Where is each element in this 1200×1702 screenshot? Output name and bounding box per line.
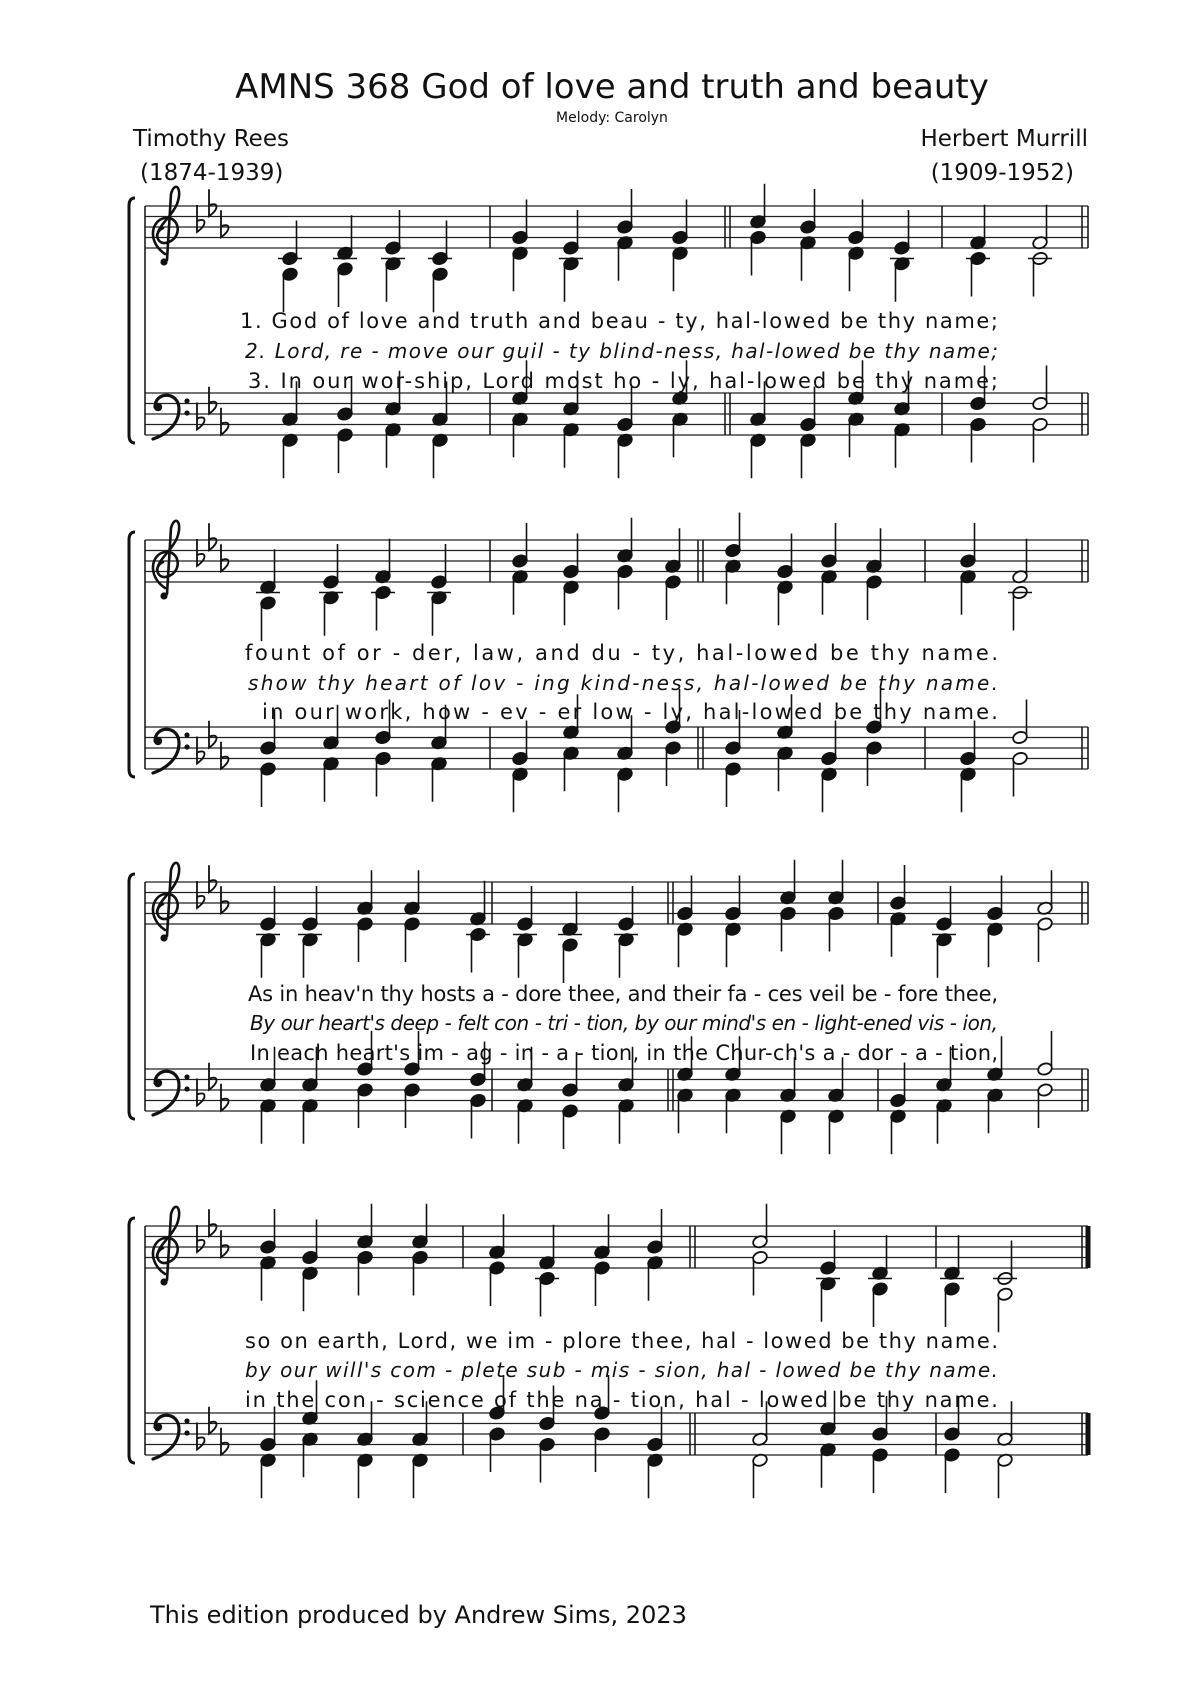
lyric-line-verse-1: As in heav'n thy hosts a - dore thee, and their fa - ces veil be - fore thee, — [248, 982, 998, 1006]
treble-clef-dot-icon — [160, 934, 167, 941]
lyrics-block — [240, 309, 998, 393]
flat-icon — [197, 1423, 205, 1450]
treble-clef-icon — [153, 521, 179, 594]
bass-staff — [145, 393, 1088, 435]
bass-clef-head-icon — [154, 1423, 162, 1431]
treble-clef-icon — [153, 187, 179, 260]
treble-clef-icon — [153, 1207, 179, 1280]
lyric-line-verse-3: In each heart's im - ag - in - a - tion, in the Chur-ch's a - dor - a - tion, — [250, 1041, 998, 1065]
flat-icon — [197, 881, 205, 908]
bass-clef-head-icon — [154, 1079, 162, 1087]
flat-icon — [197, 737, 205, 764]
system-bracket — [129, 874, 135, 1119]
system-2 — [129, 513, 1088, 813]
lyric-line-verse-1: 1. God of love and truth and beau - ty, hal-lowed be thy name; — [240, 309, 998, 333]
lyric-line-verse-2: 2. Lord, re - move our guil - ty blind-ness, hal-lowed be thy name; — [245, 339, 998, 363]
bass-clef-icon — [153, 1415, 179, 1459]
lyric-line-verse-1: so on earth, Lord, we im - plore thee, hal - lowed be thy name. — [245, 1329, 999, 1353]
lyrics-block — [245, 1329, 998, 1412]
music-systems — [129, 184, 1088, 1499]
flat-icon — [209, 189, 217, 216]
flat-icon — [221, 1428, 229, 1455]
flat-icon — [197, 1225, 205, 1252]
author-name: Timothy Rees — [133, 126, 289, 152]
flat-icon — [197, 1079, 205, 1106]
composer-dates: (1909-1952) — [930, 160, 1074, 186]
composer-name: Herbert Murrill — [920, 126, 1088, 152]
hymn-title: AMNS 368 God of love and truth and beauty — [235, 67, 989, 107]
bass-clef-head-icon — [154, 403, 162, 411]
lyric-line-verse-3: 3. In our wor-ship, Lord most ho - ly, hal-lowed be thy name; — [248, 369, 998, 393]
lyric-line-verse-1: fount of or - der, law, and du - ty, hal-lowed be thy name. — [245, 641, 999, 665]
flat-icon — [209, 1407, 217, 1434]
bass-clef-icon — [153, 395, 179, 439]
flat-icon — [209, 523, 217, 550]
bass-clef-dot-icon — [184, 744, 189, 749]
flat-icon — [221, 1084, 229, 1111]
bass-clef-dot-icon — [184, 1086, 189, 1091]
lyrics-block — [245, 641, 998, 724]
bass-clef-dot-icon — [184, 732, 189, 737]
treble-staff — [145, 206, 1088, 248]
flat-icon — [209, 1063, 217, 1090]
treble-clef-dot-icon — [160, 1278, 167, 1285]
lyric-line-verse-3: in the con - science of the na - tion, hal - lowed be thy name. — [245, 1388, 998, 1412]
system-4 — [129, 1204, 1088, 1499]
flat-icon — [209, 1209, 217, 1236]
flat-icon — [221, 408, 229, 435]
flat-icon — [209, 721, 217, 748]
lyric-line-verse-3: in our work, how - ev - er low - ly, hal-lowed be thy name. — [262, 700, 998, 724]
system-bracket — [129, 198, 135, 443]
lyric-line-verse-2: By our heart's deep - felt con - tri - tion, by our mind's en - light-ened vis - ion, — [250, 1011, 998, 1035]
bass-clef-dot-icon — [184, 1074, 189, 1079]
bass-clef-dot-icon — [184, 398, 189, 403]
bass-staff — [145, 727, 1088, 769]
flat-icon — [197, 403, 205, 430]
bass-clef-dot-icon — [184, 410, 189, 415]
bass-clef-head-icon — [154, 737, 162, 745]
lyrics-block — [248, 982, 998, 1065]
lyric-line-verse-2: show thy heart of lov - ing kind-ness, hal-lowed be thy name. — [248, 671, 998, 695]
flat-icon — [209, 387, 217, 414]
flat-icon — [197, 539, 205, 566]
system-bracket — [129, 532, 135, 777]
edition-credit: This edition produced by Andrew Sims, 2023 — [150, 1601, 687, 1629]
bass-clef-dot-icon — [184, 1418, 189, 1423]
flat-icon — [197, 205, 205, 232]
treble-staff — [145, 1226, 1088, 1268]
lyric-line-verse-2: by our will's com - plete sub - mis - sion, hal - lowed be thy name. — [245, 1358, 998, 1382]
flat-icon — [221, 1230, 229, 1257]
flat-icon — [221, 544, 229, 571]
bass-clef-icon — [153, 729, 179, 773]
author-dates: (1874-1939) — [140, 160, 284, 186]
flat-icon — [221, 886, 229, 913]
system-bracket — [129, 1218, 135, 1463]
system-3 — [129, 860, 1088, 1155]
treble-clef-icon — [153, 863, 179, 936]
treble-clef-dot-icon — [160, 592, 167, 599]
system-1 — [129, 184, 1088, 479]
flat-icon — [221, 210, 229, 237]
flat-icon — [209, 865, 217, 892]
treble-clef-dot-icon — [160, 258, 167, 265]
flat-icon — [221, 742, 229, 769]
bass-clef-dot-icon — [184, 1430, 189, 1435]
treble-staff — [145, 540, 1088, 582]
bass-clef-icon — [153, 1071, 179, 1115]
melody-name: Melody: Carolyn — [556, 110, 668, 126]
